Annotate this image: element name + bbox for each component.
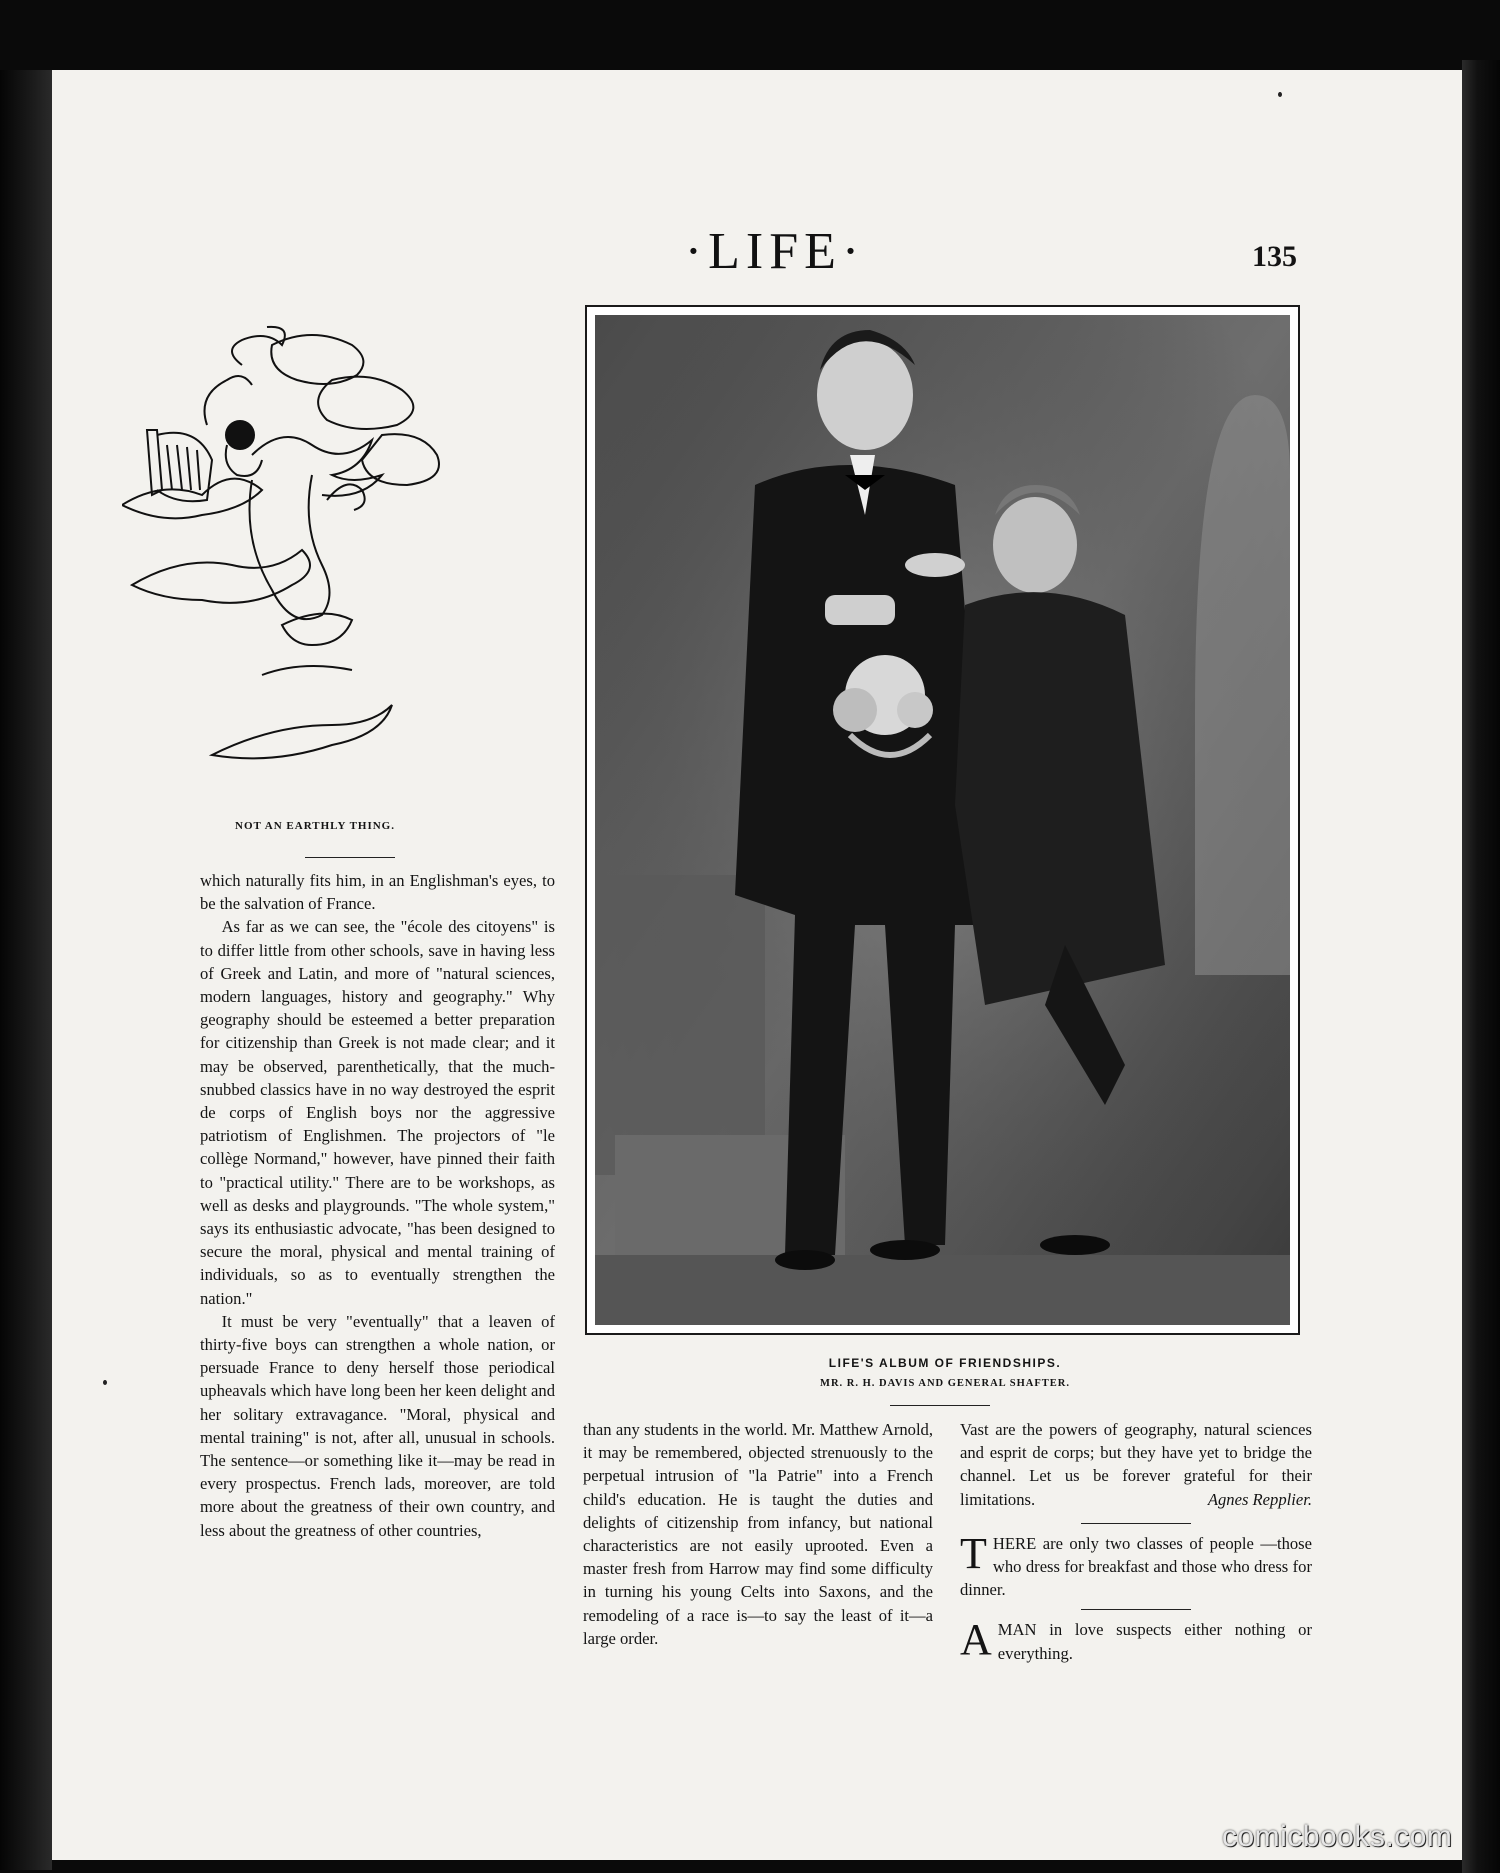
column2-paragraph: than any students in the world. Mr. Matthew Arnold, it may be remembered, objected strenuously to the perpetual intrusion of "la Patrie" into a French child's education. He is taught the duties and delights of citizenship from infancy, but national characteristics are not easily uprooted. Even a master fresh from Harrow may find some difficulty in turning his young Celts into Saxons, and the remodeling of a race is—to say the least of it—a large order. bbox=[583, 1420, 933, 1648]
author-signature: Agnes Repplier. bbox=[1207, 1489, 1312, 1509]
book-edge-right bbox=[1462, 60, 1500, 1873]
portrait-photograph bbox=[585, 305, 1300, 1335]
portrait-photo-image bbox=[595, 315, 1290, 1325]
page-speck bbox=[103, 1380, 107, 1385]
joke-2 bbox=[960, 1615, 1312, 1665]
illustration-caption: NOT AN EARTHLY THING. bbox=[235, 820, 395, 832]
photo-caption-divider bbox=[890, 1405, 990, 1406]
column3-text: Vast are the powers of geography, natural sciences and esprit de corps; but they have yet to bridge the channel. Let us be forever grateful for their limitations. bbox=[960, 1420, 1312, 1509]
joke-1-initial: T bbox=[960, 1528, 987, 1578]
column1-paragraph-2: As far as we can see, the "école des citoyens" is to differ little from other schools, save in having less of Greek and Latin, and more of "natural sciences, modern languages, history and geography." Why geography should be esteemed a better preparation for citizenship than Greek is not made clear; and it may be observed, parenthetically, that the much-snubbed classics have in no way destroyed the esprit de corps of English boys nor the aggressive patriotism of Englishmen. The projectors of "le collège Normand," however, have pinned their faith to "practical utility." There are to be workshops, as well as desks and playgrounds. "The whole system," says its enthusiastic advocate, "has been designed to secure the moral, physical and mental training of individuals, so as to eventually strengthen the nation." bbox=[200, 917, 555, 1308]
photo-caption-title: LIFE'S ALBUM OF FRIENDSHIPS. bbox=[828, 1356, 1062, 1370]
joke-2-text: MAN in love suspects either nothing or everything. bbox=[997, 1620, 1312, 1663]
angel-illustration bbox=[122, 325, 472, 765]
book-spine-left bbox=[0, 70, 52, 1870]
column1-paragraph-1: which naturally fits him, in an Englishman's eyes, to be the salvation of France. bbox=[200, 871, 555, 914]
page-speck bbox=[1278, 92, 1282, 97]
joke-1-text: HERE are only two classes of people —those who dress for breakfast and those who dress for dinner. bbox=[960, 1533, 1312, 1600]
caption-divider bbox=[305, 857, 395, 858]
column1-paragraph-3: It must be very "eventually" that a leaven of thirty-five boys can strengthen a whole nation, or persuade France to deny herself those periodical upheavals which have long been her keen delight and her solitary extravagance. "Moral, physical and mental training" is not, after all, unusual in schools. The sentence—or something like it—may be read in every prospectus. French lads, moreover, are told more about the greatness of their own country, and less about the greatness of other countries, bbox=[200, 1311, 555, 1540]
site-watermark: comicbooks.com bbox=[1222, 1820, 1453, 1853]
masthead-title: ·LIFE· bbox=[684, 223, 866, 280]
joke-1 bbox=[960, 1528, 1312, 1602]
joke-2-initial: A bbox=[960, 1615, 992, 1665]
joke-divider-2 bbox=[1081, 1609, 1191, 1610]
article-column-1 bbox=[200, 869, 555, 1542]
photo-caption-subtitle: MR. R. H. DAVIS AND GENERAL SHAFTER. bbox=[820, 1378, 1070, 1389]
column3-paragraph bbox=[960, 1418, 1312, 1511]
joke-divider-1 bbox=[1081, 1523, 1191, 1524]
page-number: 135 bbox=[1252, 240, 1297, 273]
article-column-2 bbox=[583, 1418, 933, 1650]
article-column-3 bbox=[960, 1418, 1312, 1665]
